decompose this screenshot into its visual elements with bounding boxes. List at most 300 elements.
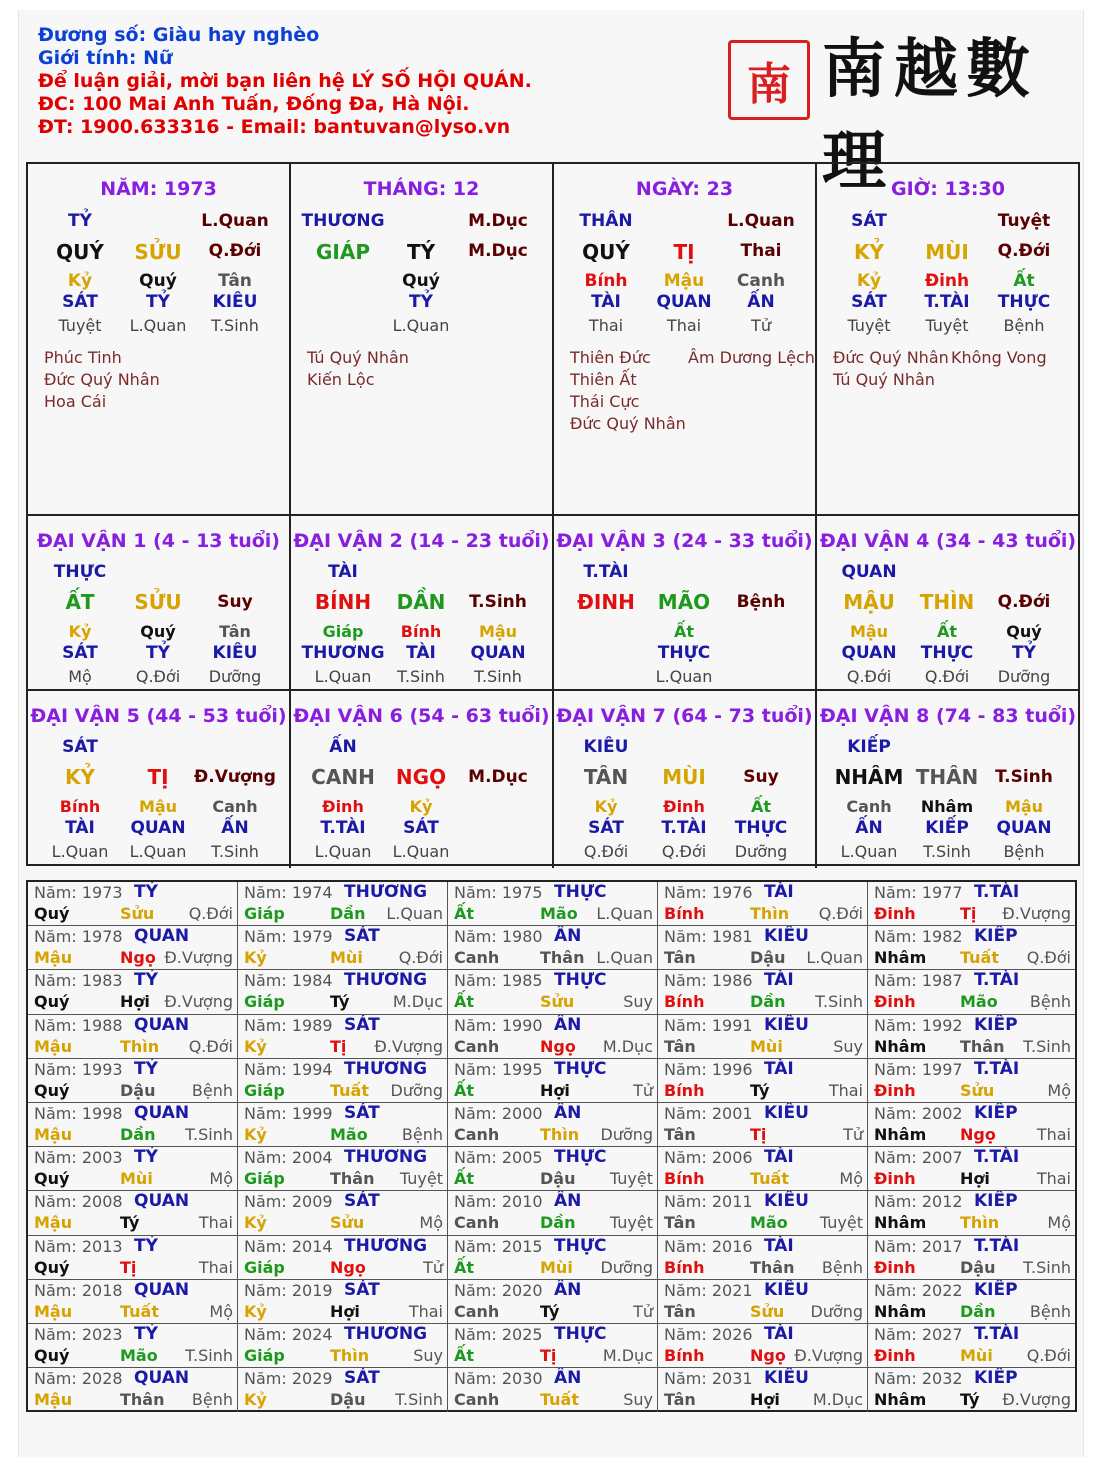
year-label: Năm: 2013 [34,1236,123,1256]
hidden-stage: L.Quan [51,842,109,861]
contact-invite: Để luận giải, mời bạn liên hệ LÝ SỐ HỘI QUÁN. [38,70,532,92]
year-god: T.TÀI [974,1324,1020,1344]
year-branch: Ngọ [120,948,156,968]
year-god: THƯƠNG [344,1235,428,1256]
dai-van-cell [291,691,554,868]
year-branch: Tuất [120,1301,159,1321]
year-label: Năm: 1980 [454,927,543,947]
hidden-god: TÀI [406,643,436,663]
year-stem: Quý [34,1346,70,1365]
dai-van-title: ĐẠI VẬN 2 (14 - 23 tuổi) [293,530,550,552]
year-branch: Hợi [960,1169,990,1189]
year-cell [448,970,658,1014]
dai-van-stem: KỶ [65,765,95,789]
year-stage: Mộ [839,1169,863,1189]
hidden-stage: Dưỡng [997,667,1051,686]
year-cell [658,970,868,1014]
year-branch: Tý [750,1080,770,1100]
year-stem: Quý [34,992,70,1012]
hidden-stage: L.Quan [129,316,187,335]
year-cell [868,926,1075,970]
year-stage: Suy [623,1390,653,1410]
annual-luck-grid [26,880,1077,1412]
year-god: THƯƠNG [344,970,428,991]
year-cell [868,1368,1075,1412]
hidden-god: KIÊU [212,643,258,663]
hidden-stem: Kỷ [68,622,92,641]
dai-van-title: ĐẠI VẬN 1 (4 - 13 tuổi) [36,530,280,552]
dai-van-god: T.TÀI [583,562,629,582]
year-label: Năm: 2010 [454,1192,543,1212]
year-god: T.TÀI [974,882,1020,902]
year-god: T.TÀI [974,1235,1020,1256]
hidden-stem: Mậu [849,622,889,641]
pillar-stage: Thai [740,241,782,261]
hidden-god: QUAN [656,292,712,312]
dai-van-cell [817,516,1079,691]
dai-van-god: SÁT [62,737,98,757]
year-cell [448,1236,658,1280]
year-god: QUAN [134,926,190,947]
star-item: Hoa Cái [44,392,107,411]
pillar-god: THƯƠNG [301,211,385,231]
year-cell [238,926,448,970]
year-branch: Dậu [540,1169,576,1189]
year-label: Năm: 1982 [874,927,963,947]
dai-van-god: ẤN [329,737,357,757]
year-cell [28,1324,238,1368]
pillar-title: NGÀY: 23 [635,178,734,200]
year-stem: Bính [664,1257,705,1277]
year-branch: Dậu [330,1390,366,1410]
year-stage: Đ.Vượng [794,1346,863,1365]
star-item: Phúc Tinh [44,348,122,367]
year-label: Năm: 2020 [454,1280,543,1300]
year-god: T.TÀI [974,1058,1020,1079]
year-stem: Giáp [244,1080,285,1100]
year-stem: Nhâm [874,1301,927,1321]
year-cell [658,882,868,926]
year-label: Năm: 2011 [664,1192,753,1212]
year-label: Năm: 1986 [664,971,753,991]
year-branch: Tị [330,1036,347,1056]
year-label: Năm: 1984 [244,971,333,991]
year-branch: Ngọ [750,1346,786,1365]
dai-van-title: ĐẠI VẬN 7 (64 - 73 tuổi) [556,705,813,727]
year-label: Năm: 1998 [34,1104,123,1123]
hidden-god: QUAN [130,818,186,838]
year-cell [658,1015,868,1059]
hidden-stem: Mậu [1004,797,1044,816]
year-god: THỰC [554,1324,607,1344]
year-branch: Tý [330,992,350,1012]
year-branch: Sửu [330,1213,365,1233]
year-stem: Ất [454,992,475,1012]
year-label: Năm: 1974 [244,883,333,902]
year-cell [868,970,1075,1014]
year-god: KIẾP [974,1191,1018,1212]
year-branch: Hợi [540,1080,570,1100]
dai-van-branch: THÌN [919,590,975,614]
hidden-stage: L.Quan [655,667,713,686]
hidden-stem: Canh [212,797,258,816]
year-stage: Bệnh [191,1390,233,1410]
year-god: THƯƠNG [344,882,428,902]
year-branch: Dậu [120,1080,156,1100]
hidden-stem: Đinh [322,797,364,816]
year-branch: Thìn [330,1346,370,1365]
year-stage: Mộ [419,1213,443,1233]
year-god: TÀI [764,1147,794,1168]
dai-van-title: ĐẠI VẬN 4 (34 - 43 tuổi) [819,530,1077,552]
year-cell [28,1236,238,1280]
year-branch: Tị [750,1125,767,1144]
year-cell [28,1015,238,1059]
year-stage: Tử [423,1257,443,1277]
year-cell [868,1059,1075,1103]
hidden-stem: Mậu [478,622,518,641]
year-stem: Ất [454,1346,475,1365]
year-cell [868,1324,1075,1368]
hidden-god: SÁT [403,818,439,838]
hidden-god: ẤN [221,818,249,838]
year-branch: Tý [120,1213,140,1233]
dai-van-title: ĐẠI VẬN 3 (24 - 33 tuổi) [556,530,813,552]
year-god: KIÊU [764,1191,809,1212]
year-stage: Thai [198,1257,233,1277]
year-branch: Sửu [540,992,575,1012]
year-god: THỰC [554,1058,607,1079]
year-label: Năm: 1978 [34,927,123,947]
year-label: Năm: 2028 [34,1369,123,1389]
year-label: Năm: 2007 [874,1148,963,1168]
year-branch: Mùi [960,1346,993,1365]
pillar-branch: SỬU [134,240,182,264]
hidden-god: QUAN [470,643,526,663]
year-stage: Thai [1036,1125,1071,1144]
hidden-stem: Quý [1006,622,1042,641]
hidden-god: ẤN [747,292,775,312]
year-cell [658,1324,868,1368]
header-info [38,24,532,139]
year-branch: Thìn [540,1125,580,1144]
year-cell [28,1059,238,1103]
dai-van-stage: M.Dục [468,767,528,787]
year-cell [868,882,1075,926]
year-label: Năm: 2002 [874,1104,963,1123]
year-cell [238,882,448,926]
year-label: Năm: 2019 [244,1280,333,1300]
pillar-god: SÁT [851,211,887,231]
year-stem: Canh [454,1036,500,1056]
year-branch: Mùi [330,948,363,968]
year-label: Năm: 2004 [244,1148,333,1168]
year-label: Năm: 1977 [874,883,963,902]
dai-van-god: THỰC [53,562,107,582]
year-stage: T.Sinh [185,1346,233,1365]
year-label: Năm: 2025 [454,1325,543,1344]
year-branch: Ngọ [330,1257,366,1277]
year-label: Năm: 2000 [454,1104,543,1123]
year-branch: Thìn [120,1036,160,1056]
year-cell [238,1191,448,1235]
year-stem: Quý [34,1080,70,1100]
year-cell [448,1015,658,1059]
year-stem: Giáp [244,992,285,1012]
hidden-god: THỰC [997,292,1051,312]
hidden-god: QUAN [996,818,1052,838]
gender: Giới tính: Nữ [38,47,173,69]
dai-van-stage: Đ.Vượng [194,767,276,787]
year-stage: Tuyệt [819,1213,863,1233]
year-label: Năm: 1983 [34,971,123,991]
year-label: Năm: 1993 [34,1059,123,1079]
dai-van-stem: NHÂM [834,765,904,789]
year-god: T.TÀI [974,1147,1020,1168]
year-stage: M.Dục [392,992,443,1012]
hidden-god: T.TÀI [924,292,970,312]
year-god: SÁT [344,1014,380,1035]
year-stage: L.Quan [596,904,653,923]
year-branch: Dần [750,992,786,1012]
year-cell [658,1236,868,1280]
year-stage: Bệnh [191,1080,233,1100]
year-branch: Dần [960,1301,996,1321]
star-item-right: Không Vong [951,348,1047,367]
year-stem: Nhâm [874,1036,927,1056]
year-stem: Đinh [874,992,916,1012]
dai-van-stage: T.Sinh [995,767,1053,787]
year-cell [448,1191,658,1235]
year-stem: Tân [664,948,696,968]
year-stage: Thai [1036,1169,1071,1189]
hidden-god: TỶ [1012,643,1036,663]
year-god: THƯƠNG [344,1147,428,1168]
year-cell [868,1280,1075,1324]
year-cell [448,1147,658,1191]
hidden-stage: Q.Đới [846,667,892,686]
year-label: Năm: 2026 [664,1325,753,1344]
year-label: Năm: 1995 [454,1059,543,1079]
year-cell [658,1147,868,1191]
year-branch: Mão [960,992,998,1012]
year-stage: T.Sinh [1023,1036,1071,1056]
year-branch: Mão [120,1346,158,1365]
hidden-stem: Quý [140,622,176,641]
pillar-stage: M.Dục [468,241,528,261]
year-stem: Nhâm [874,1390,927,1410]
year-god: KIẾP [974,1279,1018,1300]
year-god: THỰC [554,970,607,991]
dai-van-cell [817,691,1079,868]
year-god: SÁT [344,1103,380,1123]
dai-van-title: ĐẠI VẬN 5 (44 - 53 tuổi) [30,705,287,727]
hidden-stem: Đinh [924,271,970,291]
year-branch: Mùi [750,1036,783,1056]
year-stem: Tân [664,1036,696,1056]
year-cell [28,1280,238,1324]
year-stem: Ất [454,1080,475,1100]
year-branch: Dần [120,1125,156,1144]
year-god: KIÊU [764,1368,809,1389]
year-stem: Nhâm [874,948,927,968]
year-cell [28,1103,238,1147]
year-branch: Thân [540,948,585,968]
pillar-stem: KỶ [854,240,884,264]
year-stage: T.Sinh [185,1125,233,1144]
star-item: Thiên Đức [570,348,651,367]
year-stage: L.Quan [596,948,653,968]
hidden-stage: Thai [666,316,702,335]
year-stage: Bệnh [1029,1301,1071,1321]
year-god: KIẾP [974,1368,1018,1389]
hidden-god: QUAN [841,643,897,663]
owner-name: Đương số: Giàu hay nghèo [38,24,320,46]
seal-logo [728,40,810,120]
year-stage: Đ.Vượng [1002,1390,1071,1410]
dai-van-title: ĐẠI VẬN 8 (74 - 83 tuổi) [819,705,1077,727]
year-god: TỶ [134,970,158,991]
dai-van-stem: MẬU [843,590,895,614]
star-item: Kiến Lộc [307,370,375,389]
pillar-stem: GIÁP [316,240,370,264]
year-stage: Tử [843,1125,863,1144]
dai-van-god: KIẾP [847,737,891,757]
star-item: Đức Quý Nhân [44,370,160,389]
year-branch: Dần [330,904,366,923]
year-branch: Tý [960,1390,980,1410]
year-stem: Canh [454,1125,500,1144]
dai-van-branch: SỬU [134,590,182,614]
year-stem: Đinh [874,904,916,923]
hidden-stage: Dưỡng [208,667,262,686]
dai-van-branch: THÂN [915,765,979,789]
hidden-stem: Tân [218,271,252,291]
hidden-stage: Mộ [68,667,92,686]
hidden-god: TỶ [409,292,433,312]
year-label: Năm: 2003 [34,1148,123,1168]
year-cell [658,1280,868,1324]
year-stage: Tử [633,1301,653,1321]
year-label: Năm: 2006 [664,1148,753,1168]
year-stem: Kỷ [244,948,267,968]
year-label: Năm: 1981 [664,927,753,947]
star-item: Đức Quý Nhân [570,414,686,433]
dai-van-title: ĐẠI VẬN 6 (54 - 63 tuổi) [293,705,550,727]
year-cell [448,926,658,970]
dai-van-cell [28,516,291,691]
hidden-stem: Mậu [663,271,705,291]
year-branch: Tuất [750,1169,789,1189]
year-god: ẤN [554,1014,582,1035]
hidden-stem: Nhâm [920,797,974,816]
year-label: Năm: 2005 [454,1148,543,1168]
hidden-stem: Ất [936,622,958,641]
year-stage: Q.Đới [1026,948,1071,968]
year-god: T.TÀI [974,970,1020,991]
star-item: Tú Quý Nhân [307,348,409,367]
dai-van-stem: ĐINH [577,590,635,614]
year-branch: Tị [960,904,977,923]
year-label: Năm: 2030 [454,1369,543,1389]
hidden-stem: Đinh [663,797,705,816]
year-cell [448,1103,658,1147]
year-cell [448,1368,658,1412]
dai-van-stem: BÍNH [314,590,372,614]
contact-address: ĐC: 100 Mai Anh Tuấn, Đống Đa, Hà Nội. [38,93,470,115]
pillar-title: NĂM: 1973 [100,178,217,200]
year-label: Năm: 1973 [34,883,123,902]
hidden-god: TÀI [65,818,95,838]
hidden-stage: T.Sinh [211,316,259,335]
dai-van-branch: MÙI [662,765,706,789]
year-stem: Quý [34,904,70,923]
year-stage: Thai [198,1213,233,1233]
hidden-stem: Quý [139,271,177,291]
hidden-stem: Giáp [322,622,364,641]
dai-van-god: KIÊU [583,737,629,757]
hidden-stem: Canh [736,271,786,291]
dai-van-cell [554,516,817,691]
year-cell [868,1015,1075,1059]
dai-van-branch: DẦN [396,590,446,614]
year-stage: Q.Đới [1026,1346,1071,1365]
year-stem: Canh [454,948,500,968]
year-label: Năm: 1987 [874,971,963,991]
pillar-stage-top: L.Quan [727,211,795,231]
year-stem: Mậu [34,1036,73,1056]
year-stem: Nhâm [874,1125,927,1144]
year-god: TỶ [134,1147,158,1168]
hidden-stem: Kỷ [409,797,433,816]
hidden-stage: L.Quan [392,842,450,861]
year-god: KIẾP [974,926,1018,947]
year-label: Năm: 1979 [244,927,333,947]
year-branch: Ngọ [960,1125,996,1144]
year-stem: Giáp [244,1169,285,1189]
year-god: TỶ [134,882,158,902]
year-label: Năm: 2008 [34,1192,123,1212]
year-stage: Mộ [1047,1213,1071,1233]
year-stage: Dưỡng [810,1301,863,1321]
pillar-branch: TỊ [673,240,695,264]
year-god: TÀI [764,1235,794,1256]
year-god: QUAN [134,1368,190,1389]
dai-van-cell [28,691,291,868]
year-label: Năm: 2029 [244,1369,333,1389]
year-label: Năm: 1991 [664,1015,753,1035]
year-stem: Mậu [34,1301,73,1321]
year-god: TỶ [134,1058,158,1079]
year-stage: Tuyệt [609,1213,653,1233]
hidden-stem: Mậu [138,797,178,816]
year-label: Năm: 2014 [244,1236,333,1256]
year-god: THƯƠNG [344,1324,428,1344]
hidden-god: T.TÀI [661,818,707,838]
pillar-god: THÂN [579,211,633,231]
pillar-branch: TÝ [406,240,436,264]
year-label: Năm: 2031 [664,1369,753,1389]
year-label: Năm: 1999 [244,1104,333,1123]
year-stem: Tân [664,1301,696,1321]
hidden-stem: Ất [750,797,772,816]
year-branch: Dậu [960,1257,996,1277]
year-stem: Giáp [244,1257,285,1277]
hidden-stage: Q.Đới [135,667,181,686]
year-branch: Mùi [120,1169,153,1189]
year-cell [448,882,658,926]
year-label: Năm: 2022 [874,1280,963,1300]
